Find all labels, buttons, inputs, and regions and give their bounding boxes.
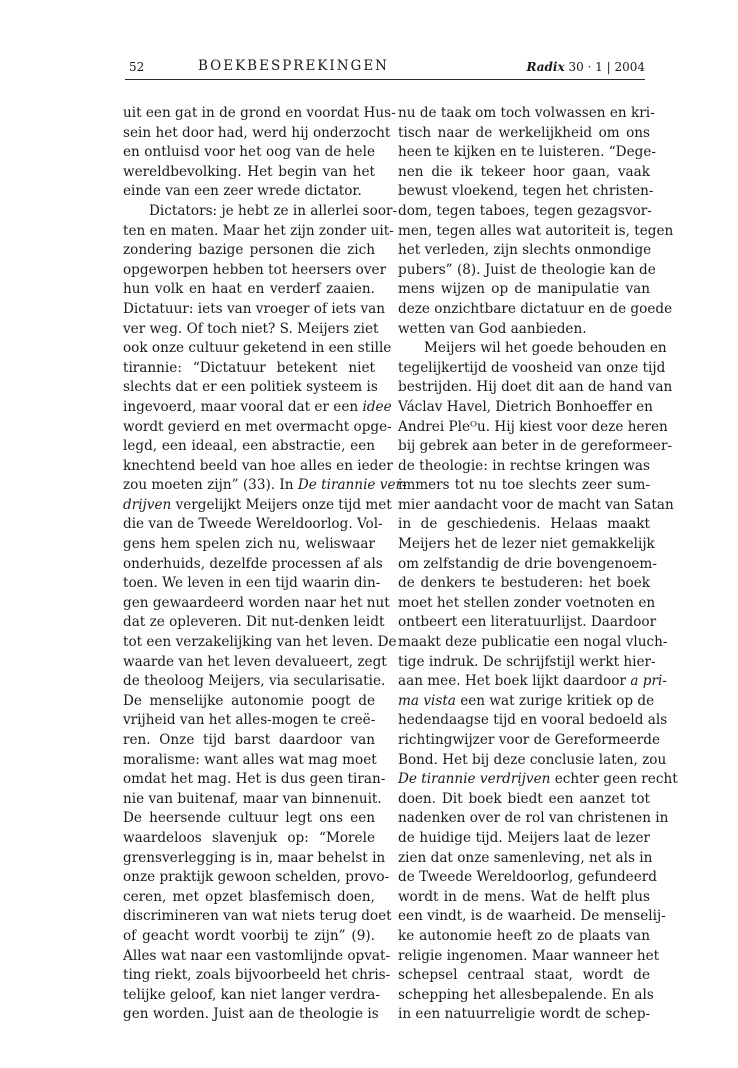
text-line: de theoloog Meijers, via secularisatie. xyxy=(123,673,386,690)
text-line: grensverlegging is in, maar behelst in xyxy=(123,849,386,866)
text-line: de Tweede Wereldoorlog, gefundeerd xyxy=(398,869,657,886)
text-line: toen. We leven in een tijd waarin din- xyxy=(123,575,381,592)
text-line: heen te kijken en te luisteren. “Dege- xyxy=(398,144,656,161)
text-line: bij gebrek aan beter in de gereformeer- xyxy=(398,438,673,455)
text-line: mens wijzen op de manipulatie van xyxy=(398,281,650,298)
text-line: tot een verzakelijking van het leven. De xyxy=(123,634,397,651)
text-line: gens hem spelen zich nu, weliswaar xyxy=(123,536,375,553)
book-title: drijven xyxy=(123,496,172,513)
book-title: De tirannie ver- xyxy=(297,477,407,494)
text-line: hun volk en haat en verderf zaaien. xyxy=(123,281,375,298)
text-line: nen die ik tekeer hoor gaan, vaak xyxy=(398,163,650,180)
text-line: ver weg. Of toch niet? S. Meijers ziet xyxy=(123,320,379,337)
text-line: mier aandacht voor de macht van Satan xyxy=(398,496,674,513)
left-column xyxy=(123,104,407,1025)
text-line: Meijers het de lezer niet gemakkelijk xyxy=(398,536,655,553)
text-line: of geacht wordt voorbij te zijn” (9). xyxy=(123,927,375,944)
text-line: Meijers wil het goede behouden en xyxy=(424,340,667,357)
text-line: ingevoerd, maar vooral dat er een idee xyxy=(123,398,392,415)
text-line: drijven vergelijkt Meijers onze tijd met xyxy=(123,496,392,513)
text-line: onze praktijk gewoon schelden, provo- xyxy=(123,869,390,886)
text-line: ting riekt, zoals bijvoorbeeld het chris- xyxy=(123,967,391,984)
text-line: slechts dat er een politiek systeem is xyxy=(123,379,378,396)
text-line: maakt deze publicatie een nogal vluch- xyxy=(398,634,668,651)
text-line: legd, een ideaal, een abstractie, een xyxy=(123,438,375,455)
text-line: het verleden, zijn slechts onmondige xyxy=(398,242,652,259)
text-line: gen gewaardeerd worden naar het nut xyxy=(123,594,390,611)
text-line: wordt gevierd en met overmacht opge- xyxy=(123,418,392,435)
text-line: religie ingenomen. Maar wanneer het xyxy=(398,947,660,964)
text-line: ren. Onze tijd barst daardoor van xyxy=(123,732,375,748)
text-line: in een natuurreligie wordt de schep- xyxy=(398,1006,651,1023)
text-line: wordt in de mens. Wat de helft plus xyxy=(398,888,650,905)
text-line: moralisme: want alles wat mag moet xyxy=(123,751,377,768)
text-line: schepping het allesbepalende. En als xyxy=(398,986,654,1003)
text-line: in de geschiedenis. Helaas maakt xyxy=(398,516,650,533)
text-line: gen worden. Juist aan de theologie is xyxy=(123,1006,379,1023)
text-line: de huidige tijd. Meijers laat de lezer xyxy=(398,829,650,846)
text-line: moet het stellen zonder voetnoten en xyxy=(398,594,656,611)
text-line: Alles wat naar een vastomlijnde opvat- xyxy=(123,947,391,964)
text-line: Dictators: je hebt ze in allerlei soor- xyxy=(149,202,398,219)
text-line: discrimineren van wat niets terug doet xyxy=(123,908,392,925)
text-line: De heersende cultuur legt ons een xyxy=(123,810,375,827)
text-line: nu de taak om toch volwassen en kri- xyxy=(398,105,655,121)
text-line: wereldbevolking. Het begin van het xyxy=(123,163,375,180)
page-header xyxy=(125,58,645,78)
text-line: sein het door had, werd hij onderzocht xyxy=(123,124,391,141)
journal-info xyxy=(526,60,645,74)
text-line: om zelfstandig de drie bovengenoem- xyxy=(398,555,657,572)
text-line: waarde van het leven devalueert, zegt xyxy=(123,653,387,670)
text-line: telijke geloof, kan niet langer verdra- xyxy=(123,986,380,1003)
text-line: richtingwijzer voor de Gereformeerde xyxy=(398,732,661,748)
book-title: idee xyxy=(362,398,392,415)
text-line: tegelijkertijd de voosheid van onze tijd xyxy=(398,359,666,376)
text-line: immers tot nu toe slechts zeer sum- xyxy=(398,477,650,494)
text-line: dom, tegen taboes, tegen gezagsvor- xyxy=(398,202,652,219)
text-line: tige indruk. De schrijfstijl werkt hier- xyxy=(398,653,656,670)
text-line: zien dat onze samenleving, net als in xyxy=(398,849,653,866)
text-line: dat ze opleveren. Dit nut-denken leidt xyxy=(123,614,385,631)
text-line: de denkers te bestuderen: het boek xyxy=(398,575,650,592)
text-line: ceren, met opzet blasfemisch doen, xyxy=(123,888,375,905)
text-line: hedendaagse tijd en vooral bedoeld als xyxy=(398,712,668,729)
journal-issue: 30 · 1 | 2004 xyxy=(568,60,645,74)
section-title: BOEKBESPREKINGEN xyxy=(198,58,389,74)
text-line: onderhuids, dezelfde processen af als xyxy=(123,555,383,572)
text-line: Andrei Pleᴼu. Hij kiest voor deze heren xyxy=(398,418,668,435)
right-column xyxy=(398,104,678,1025)
text-line: die van de Tweede Wereldoorlog. Vol- xyxy=(123,516,383,533)
text-line: tisch naar de werkelijkheid om ons xyxy=(398,124,650,141)
text-line: nie van buitenaf, maar van binnenuit. xyxy=(123,790,382,807)
text-line: vrijheid van het alles-mogen te creë- xyxy=(123,712,376,729)
text-line: de theologie: in rechtse kringen was xyxy=(398,457,650,474)
text-line: zou moeten zijn” (33). In De tirannie ver- xyxy=(123,477,407,494)
header-rule xyxy=(125,79,645,80)
text-line: aan mee. Het boek lijkt daardoor a pri- xyxy=(398,673,667,690)
text-line: omdat het mag. Het is dus geen tiran- xyxy=(123,771,386,788)
text-line: doen. Dit boek biedt een aanzet tot xyxy=(398,790,650,807)
text-line: Václav Havel, Dietrich Bonhoeffer en xyxy=(398,398,653,415)
text-line: Dictatuur: iets van vroeger of iets van xyxy=(123,300,386,317)
text-line: zondering bazige personen die zich xyxy=(123,242,375,259)
text-line: ontbeert een literatuurlijst. Daardoor xyxy=(398,614,657,631)
text-line: ma vista een wat zurige kritiek op de xyxy=(398,692,655,709)
text-line: einde van een zeer wrede dictator. xyxy=(123,183,362,200)
text-line: ke autonomie heeft zo de plaats van xyxy=(398,927,650,944)
text-line: deze onzichtbare dictatuur en de goede xyxy=(398,300,673,317)
book-title: a pri- xyxy=(630,673,667,690)
text-line: De tirannie verdrijven echter geen recht xyxy=(398,771,678,788)
text-line: knechtend beeld van hoe alles en ieder xyxy=(123,457,393,474)
text-line: ten en maten. Maar het zijn zonder uit- xyxy=(123,222,394,239)
text-line: uit een gat in de grond en voordat Hus- xyxy=(123,105,396,121)
text-line: bestrijden. Hij doet dit aan de hand van xyxy=(398,379,673,396)
text-line: Bond. Het bij deze conclusie laten, zou xyxy=(398,751,667,768)
book-title: ma vista xyxy=(398,692,456,709)
text-line: een vindt, is de waarheid. De menselij- xyxy=(398,908,666,925)
page-number: 52 xyxy=(129,60,145,74)
text-line: bewust vloekend, tegen het christen- xyxy=(398,183,654,200)
text-line: tirannie: “Dictatuur betekent niet xyxy=(123,359,375,376)
book-title: De tirannie verdrijven xyxy=(398,771,551,788)
text-line: De menselijke autonomie poogt de xyxy=(123,692,375,709)
text-line: opgeworpen hebben tot heersers over xyxy=(123,261,387,278)
text-line: waardeloos slavenjuk op: “Morele xyxy=(123,829,375,846)
text-line: schepsel centraal staat, wordt de xyxy=(398,967,650,984)
text-line: pubers” (8). Juist de theologie kan de xyxy=(398,261,656,278)
text-line: ook onze cultuur geketend in een stille xyxy=(123,340,392,357)
journal-name: Radix xyxy=(526,60,565,74)
text-line: nadenken over de rol van christenen in xyxy=(398,810,669,827)
text-line: men, tegen alles wat autoriteit is, tegen xyxy=(398,222,674,239)
text-line: en ontluisd voor het oog van de hele xyxy=(123,144,375,161)
text-line: wetten van God aanbieden. xyxy=(398,320,587,337)
